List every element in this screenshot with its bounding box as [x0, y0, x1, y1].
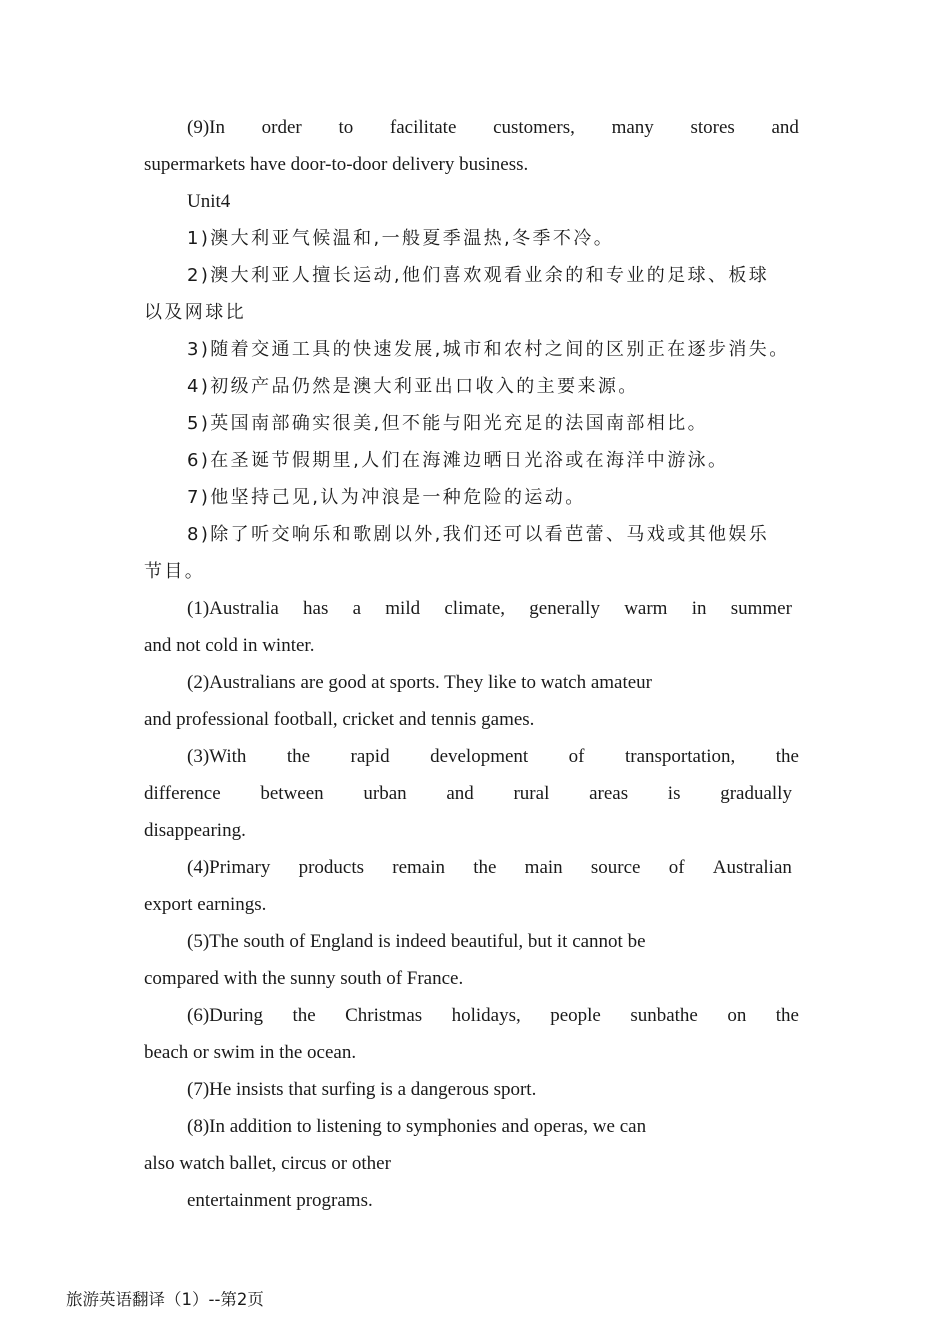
paragraph-line: (2)Australians are good at sports. They like to watch amateur	[187, 672, 653, 693]
word: stores	[690, 117, 735, 138]
paragraph-line: export earnings.	[144, 894, 267, 915]
word: the	[775, 1005, 799, 1026]
paragraph-line: and professional football, cricket and tennis games.	[144, 709, 535, 730]
word: gradually	[720, 783, 792, 804]
word: has	[303, 598, 329, 619]
word: summer	[730, 598, 792, 619]
word: in	[691, 598, 707, 619]
word: (3)With	[187, 746, 247, 767]
word: of	[568, 746, 585, 767]
word: the	[775, 746, 799, 767]
word: is	[667, 783, 681, 804]
word: urban	[363, 783, 407, 804]
paragraph-line: and not cold in winter.	[144, 635, 315, 656]
page-footer: 旅游英语翻译（1）--第2页	[66, 1290, 264, 1309]
word: remain	[392, 857, 446, 878]
word: on	[727, 1005, 747, 1026]
word: and	[446, 783, 474, 804]
paragraph-line: 以及网球比	[144, 302, 246, 323]
word: (6)During	[187, 1005, 263, 1026]
word: Australian	[712, 857, 792, 878]
word: difference	[144, 783, 221, 804]
paragraph-line	[144, 849, 792, 886]
paragraph-line: 2)澳大利亚人擅长运动,他们喜欢观看业余的和专业的足球、板球	[187, 265, 770, 286]
word: a	[352, 598, 362, 619]
paragraph-line	[144, 738, 799, 775]
word: transportation,	[624, 746, 736, 767]
word: source	[590, 857, 641, 878]
word: people	[550, 1005, 601, 1026]
paragraph-line: 1)澳大利亚气候温和,一般夏季温热,冬季不冷。	[187, 228, 615, 249]
word: products	[298, 857, 365, 878]
word: (1)Australia	[187, 598, 279, 619]
word: of	[668, 857, 685, 878]
word: main	[524, 857, 563, 878]
paragraph-line	[144, 775, 792, 812]
word: and	[771, 117, 799, 138]
paragraph-line: 节目。	[144, 561, 206, 582]
paragraph-line: beach or swim in the ocean.	[144, 1042, 357, 1063]
word: generally	[529, 598, 600, 619]
word: mild	[385, 598, 421, 619]
paragraph-line: 7)他坚持己见,认为冲浪是一种危险的运动。	[187, 487, 586, 508]
paragraph-line: 6)在圣诞节假期里,人们在海滩边晒日光浴或在海洋中游泳。	[187, 450, 729, 471]
paragraph-line: supermarkets have door-to-door delivery business.	[144, 154, 529, 175]
word: the	[286, 746, 311, 767]
paragraph-line: disappearing.	[144, 820, 246, 841]
unit-heading: Unit4	[187, 191, 231, 212]
word: sunbathe	[630, 1005, 698, 1026]
word: areas	[589, 783, 629, 804]
paragraph-line: (5)The south of England is indeed beautiful, but it cannot be	[187, 931, 646, 952]
word: facilitate	[389, 117, 457, 138]
word: the	[473, 857, 497, 878]
paragraph-line: 5)英国南部确实很美,但不能与阳光充足的法国南部相比。	[187, 413, 708, 434]
word: Christmas	[345, 1005, 423, 1026]
paragraph-line: entertainment programs.	[187, 1190, 373, 1211]
paragraph-line: 8)除了听交响乐和歌剧以外,我们还可以看芭蕾、马戏或其他娱乐	[187, 524, 770, 545]
word: customers,	[493, 117, 575, 138]
word: holidays,	[451, 1005, 521, 1026]
word: (9)In	[187, 117, 225, 138]
paragraph-line	[144, 109, 799, 146]
paragraph-line: (7)He insists that surfing is a dangerous sport.	[187, 1079, 537, 1100]
paragraph-line	[144, 997, 799, 1034]
word: development	[430, 746, 529, 767]
paragraph-line: also watch ballet, circus or other	[144, 1153, 391, 1174]
word: rapid	[350, 746, 390, 767]
word: between	[260, 783, 324, 804]
paragraph-line: (8)In addition to listening to symphonies and operas, we can	[187, 1116, 647, 1137]
paragraph-line: 3)随着交通工具的快速发展,城市和农村之间的区别正在逐步消失。	[187, 339, 790, 360]
document-body	[144, 109, 799, 1219]
word: the	[292, 1005, 316, 1026]
word: climate,	[444, 598, 506, 619]
word: to	[338, 117, 354, 138]
paragraph-line	[144, 590, 792, 627]
word: (4)Primary	[187, 857, 271, 878]
word: rural	[513, 783, 550, 804]
paragraph-line: compared with the sunny south of France.	[144, 968, 464, 989]
word: warm	[624, 598, 668, 619]
word: order	[261, 117, 302, 138]
paragraph-line: 4)初级产品仍然是澳大利亚出口收入的主要来源。	[187, 376, 639, 397]
word: many	[611, 117, 654, 138]
